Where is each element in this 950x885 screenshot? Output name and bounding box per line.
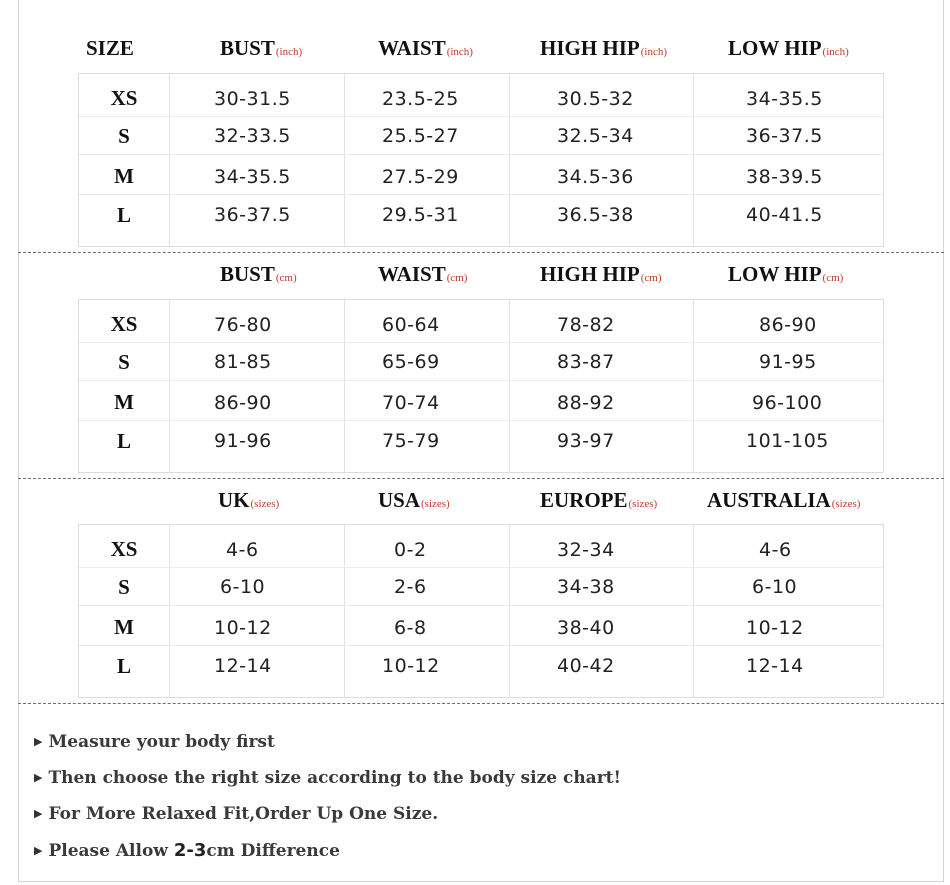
column-heading-waist-inch: WAIST(inch) <box>378 36 473 60</box>
column-heading-low-hip-inch: LOW HIP(inch) <box>728 36 849 60</box>
section-divider <box>18 478 944 479</box>
table-cell: 25.5-27 <box>382 125 459 147</box>
table-cell: 34-35.5 <box>214 166 291 188</box>
section-sizes-header <box>0 488 950 518</box>
table-cell: 91-96 <box>214 430 272 452</box>
table-cell: 10-12 <box>746 617 804 639</box>
table-cell: 4-6 <box>759 539 792 561</box>
table-cell: 40-41.5 <box>746 204 823 226</box>
size-label: L <box>116 654 131 678</box>
table-cell: 12-14 <box>214 655 272 677</box>
column-heading-high-hip-inch: HIGH HIP(inch) <box>540 36 668 60</box>
table-cell: 96-100 <box>752 392 823 414</box>
table-cell: 91-95 <box>759 351 817 373</box>
table-cell: 10-12 <box>382 655 440 677</box>
column-heading-waist-cm: WAIST(cm) <box>378 262 468 286</box>
table-cell: 32-33.5 <box>214 125 291 147</box>
size-column-heading: SIZE <box>86 36 134 60</box>
table-cell: 32-34 <box>557 539 615 561</box>
table-cell: 6-10 <box>220 576 266 598</box>
table-cell: 36-37.5 <box>214 204 291 226</box>
size-label: S <box>118 350 130 374</box>
table-cell: 32.5-34 <box>557 125 634 147</box>
section-cm-header <box>0 262 950 292</box>
table-cell: 38-39.5 <box>746 166 823 188</box>
table-cell: 23.5-25 <box>382 88 459 110</box>
size-table-conversion <box>78 524 884 698</box>
column-heading-bust-inch: BUST(inch) <box>220 36 303 60</box>
triangle-right-icon: ▶ <box>34 771 43 784</box>
table-cell: 70-74 <box>382 392 440 414</box>
size-label: M <box>114 390 134 414</box>
table-cell: 2-6 <box>394 576 427 598</box>
column-heading-high-hip-cm: HIGH HIP(cm) <box>540 262 662 286</box>
triangle-right-icon: ▶ <box>34 735 43 748</box>
table-cell: 34-38 <box>557 576 615 598</box>
table-cell: 76-80 <box>214 314 272 336</box>
column-heading-uk: UK(sizes) <box>218 488 280 512</box>
size-label: M <box>114 164 134 188</box>
table-cell: 83-87 <box>557 351 615 373</box>
table-cell: 60-64 <box>382 314 440 336</box>
note-relaxed-fit: ▶ For More Relaxed Fit,Order Up One Size. <box>34 804 439 824</box>
table-cell: 38-40 <box>557 617 615 639</box>
table-cell: 30.5-32 <box>557 88 634 110</box>
size-table-cm <box>78 299 884 473</box>
column-heading-low-hip-cm: LOW HIP(cm) <box>728 262 844 286</box>
column-heading-bust-cm: BUST(cm) <box>220 262 297 286</box>
table-cell: 0-2 <box>394 539 427 561</box>
table-cell: 4-6 <box>226 539 259 561</box>
table-cell: 65-69 <box>382 351 440 373</box>
note-allow-difference: ▶ Please Allow 2-3cm Difference <box>34 840 340 861</box>
table-cell: 86-90 <box>759 314 817 336</box>
column-heading-australia: AUSTRALIA(sizes) <box>707 488 861 512</box>
size-table-inch <box>78 73 884 247</box>
section-divider <box>18 252 944 253</box>
size-label: S <box>118 575 130 599</box>
table-cell: 101-105 <box>746 430 829 452</box>
note-measure-first: ▶ Measure your body first <box>34 732 275 752</box>
table-cell: 88-92 <box>557 392 615 414</box>
triangle-right-icon: ▶ <box>34 807 43 820</box>
table-cell: 36-37.5 <box>746 125 823 147</box>
table-cell: 34.5-36 <box>557 166 634 188</box>
table-cell: 36.5-38 <box>557 204 634 226</box>
table-cell: 40-42 <box>557 655 615 677</box>
triangle-right-icon: ▶ <box>34 844 43 857</box>
column-heading-usa: USA(sizes) <box>378 488 450 512</box>
section-divider <box>18 703 944 704</box>
size-label: L <box>116 429 131 453</box>
note-choose-size: ▶ Then choose the right size according to the body size chart! <box>34 768 621 788</box>
size-label: XS <box>110 86 138 110</box>
table-cell: 30-31.5 <box>214 88 291 110</box>
column-heading-europe: EUROPE(sizes) <box>540 488 658 512</box>
table-cell: 93-97 <box>557 430 615 452</box>
size-label: XS <box>110 312 138 336</box>
size-label: M <box>114 615 134 639</box>
size-label: XS <box>110 537 138 561</box>
table-cell: 6-10 <box>752 576 798 598</box>
section-inch-header <box>0 36 950 66</box>
table-cell: 34-35.5 <box>746 88 823 110</box>
table-cell: 86-90 <box>214 392 272 414</box>
table-cell: 12-14 <box>746 655 804 677</box>
table-cell: 29.5-31 <box>382 204 459 226</box>
table-cell: 6-8 <box>394 617 427 639</box>
table-cell: 10-12 <box>214 617 272 639</box>
table-cell: 27.5-29 <box>382 166 459 188</box>
table-cell: 75-79 <box>382 430 440 452</box>
size-label: L <box>116 203 131 227</box>
size-label: S <box>118 124 130 148</box>
table-cell: 81-85 <box>214 351 272 373</box>
table-cell: 78-82 <box>557 314 615 336</box>
